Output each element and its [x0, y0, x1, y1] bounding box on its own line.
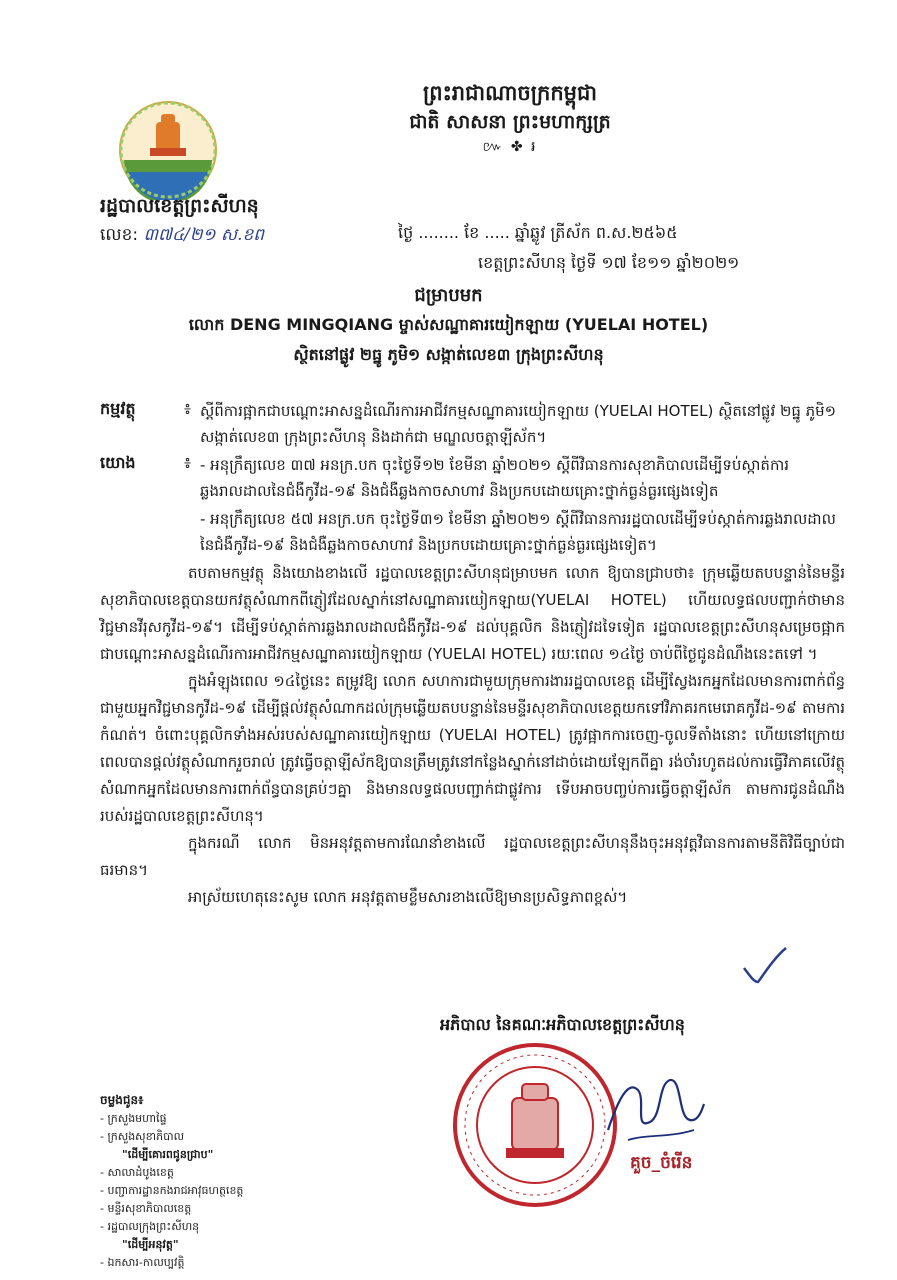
subject-label: កម្មវត្ថុ [100, 399, 136, 418]
body-paragraph: ក្នុងអំឡុងពេល ១៤ថ្ងៃនេះ តម្រូវឱ្យ លោក សហការជាមួយក្រុមការងាររដ្ឋបាលខេត្ត ដើម្បីស្វែងរកអ្នកដែលមានការពាក់ព័ន្ធជាមួយអ្នកវិជ្ជមានកូវីដ-១៩ ដើម្បីផ្តល់វត្ថុសំណាកដល់ក្រុមឆ្លើយតបបន្ទាន់នៃមន្ទីរសុខាភិបាលខេត្តយកទៅវិភាគរកមេរោគកូវីដ-១៩ តាមការកំណត់។ ចំពោះបុគ្គលិកទាំងអស់របស់សណ្ឋាគារយៀកឡាយ (YUELAI HOTEL) ត្រូវផ្អាកការចេញ-ចូលទីតាំងនោះ ហើយនៅក្រោយពេលបានផ្តល់វត្ថុសំណាករួចរាល់ ត្រូវធ្វើចត្តាឡីស័កឱ្យបានត្រឹមត្រូវនៅកន្លែងស្នាក់នៅដាច់ដោយឡែកពីគ្នា រង់ចាំរហូតដល់ការធ្វើវិភាគលើវត្ថុសំណាកអ្នកដែលមានការពាក់ព័ន្ធបានគ្រប់ៗគ្នា និងមានលទ្ធផលបញ្ជាក់ជាផ្លូវការ ទើបអាចបញ្ចប់ការធ្វើចត្តាឡីស័ក តាមការជូនដំណឹងរបស់រដ្ឋបាលខេត្តព្រះសីហនុ។ [100, 672, 845, 825]
cc-item: - មន្ទីរសុខាភិបាលខេត្ត [100, 1202, 192, 1215]
subject-colon: ៖ [184, 399, 192, 418]
addressee-heading: ជម្រាបមក [414, 285, 483, 306]
handwritten-signature-icon [598, 1060, 708, 1150]
official-seal-icon [450, 1040, 620, 1210]
recipient: លោក DENG MINGQIANG ម្ចាស់សណ្ឋាគារយៀកឡាយ (YUELAI HOTEL) [188, 315, 709, 334]
letterhead [300, 78, 720, 158]
issuing-organization: រដ្ឋបាលខេត្តព្រះសីហនុ [100, 195, 259, 217]
cc-note: "ដើម្បីអនុវត្ត" [122, 1238, 179, 1251]
cc-title: ចម្លងជូន៖ [100, 1093, 144, 1107]
reference-item: - អនុក្រឹត្យលេខ ៥៧ អនក្រ.បក ចុះថ្ងៃទី៣១ ខែមីនា ឆ្នាំ២០២១ ស្តីពីវិធានការរដ្ឋបាលដើម្បីទប់ស្កាត់ការឆ្លងរាលដាលនៃជំងឺកូវីដ-១៩ និងជំងឺឆ្លងកាចសាហាវ និងប្រកបដោយគ្រោះថ្នាក់ធ្ងន់ធ្ងរផ្សេងទៀត។ [200, 510, 836, 554]
recipient-address: ស្ថិតនៅផ្លូវ ២ធ្នូ ភូមិ១ សង្កាត់លេខ៣ ក្រុងព្រះសីហនុ [293, 345, 604, 364]
provincial-logo [118, 100, 218, 200]
reference-section-label: យោង [100, 453, 136, 472]
handwritten-mark-icon [740, 946, 790, 986]
cc-item: - ក្រសួងសុខាភិបាល [100, 1130, 185, 1143]
reference-number [100, 224, 264, 249]
cc-list [100, 1110, 243, 1272]
body-paragraph: អាស្រ័យហេតុនេះសូម លោក អនុវត្តតាមខ្លឹមសារខាងលើឱ្យមានប្រសិទ្ធភាពខ្ពស់។ [188, 888, 628, 906]
body-paragraph: តបតាមកម្មវត្ថុ និងយោងខាងលើ រដ្ឋបាលខេត្តព្រះសីហនុជម្រាបមក លោក ឱ្យបានជ្រាបថា៖ ក្រុមឆ្លើយតបបន្ទាន់នៃមន្ទីរសុខាភិបាលខេត្តបានយកវត្ថុសំណាកពីភ្ញៀវដែលស្នាក់នៅសណ្ឋាគារយៀកឡាយ(YUELAI HOTEL) ហើយលទ្ធផលបញ្ជាក់ថាមាន វិជ្ជមានវីរុសកូវីដ-១៩។ ដើម្បីទប់ស្កាត់ការឆ្លងរាលដាលជំងឺកូវីដ-១៩ ដល់បុគ្គលិក និងភ្ញៀវដទៃទៀត រដ្ឋបាលខេត្តព្រះសីហនុសម្រេចផ្អាកជាបណ្តោះអាសន្នដំណើរការអាជីវកម្មសណ្ឋាគារយៀកឡាយ (YUELAI HOTEL) រយៈពេល ១៤ថ្ងៃ ចាប់ពីថ្ងៃជូនដំណឹងនេះតទៅ ។ [100, 564, 845, 663]
body-paragraph: ក្នុងករណី លោក មិនអនុវត្តតាមការណែនាំខាងលើ រដ្ឋបាលខេត្តព្រះសីហនុនឹងចុះអនុវត្តវិធានការតាមនីតិវិធីច្បាប់ជាធរមាន។ [100, 834, 845, 879]
kingdom-title: ព្រះរាជាណាចក្រកម្ពុជា [422, 81, 597, 105]
lunar-date: ថ្ងៃ ........ ខែ ..... ឆ្នាំឆ្លូវ ត្រីស័ក ព.ស.២៥៦៥ [398, 223, 678, 242]
cc-note: "ដើម្បីគោរពជូនជ្រាប" [122, 1148, 214, 1161]
reference-label: លេខ: [100, 225, 139, 245]
reference-item: - អនុក្រឹត្យលេខ ៣៧ អនក្រ.បក ចុះថ្ងៃទី១២ ខែមីនា ឆ្នាំ២០២១ ស្តីពីវិធានការសុខាភិបាលដើម្បីទប់ស្កាត់ការឆ្លងរាលដាលនៃជំងឺកូវីដ-១៩ និងជំងឺឆ្លងកាចសាហាវ និងប្រកបដោយគ្រោះថ្នាក់ធ្ងន់ធ្ងរផ្សេងទៀត [200, 456, 789, 500]
cc-item: - រដ្ឋបាលក្រុងព្រះសីហនុ [100, 1220, 200, 1233]
reference-colon: ៖ [184, 453, 192, 472]
signer-title: អភិបាល នៃគណៈអភិបាលខេត្តព្រះសីហនុ [440, 1015, 685, 1034]
cc-item: - បញ្ជាការដ្ឋានកងរាជអាវុធហត្ថខេត្ត [100, 1184, 244, 1197]
signer-name: គួច_ចំរើន [630, 1153, 693, 1173]
subject-text: ស្តីពីការផ្អាកជាបណ្តោះអាសន្នដំណើរការអាជីវកម្មសណ្ឋាគារយៀកឡាយ (YUELAI HOTEL) ស្ថិតនៅផ្លូវ ២ធ្នូ ភូមិ១ សង្កាត់លេខ៣ ក្រុងព្រះសីហនុ និងដាក់ជា មណ្ឌលចត្តាឡីស័ក។ [200, 402, 837, 446]
national-motto: ជាតិ សាសនា ព្រះមហាក្សត្រ [409, 111, 611, 133]
ornament-divider: ៚ ✤ ៛ [482, 139, 538, 155]
letter-body [100, 560, 845, 911]
cc-item: - ក្រសួងមហាផ្ទៃ [100, 1112, 167, 1125]
reference-value: ៣៧៤/២១ ស.ខព [143, 225, 265, 245]
reference-list [200, 452, 840, 560]
cc-item: - សាលាដំបូងខេត្ត [100, 1166, 174, 1179]
cc-item: - ឯកសារ-កាលប្បវត្តិ [100, 1256, 185, 1269]
solar-date: ខេត្តព្រះសីហនុ ថ្ងៃទី ១៧ ខែ១១ ឆ្នាំ២០២១ [478, 253, 740, 272]
